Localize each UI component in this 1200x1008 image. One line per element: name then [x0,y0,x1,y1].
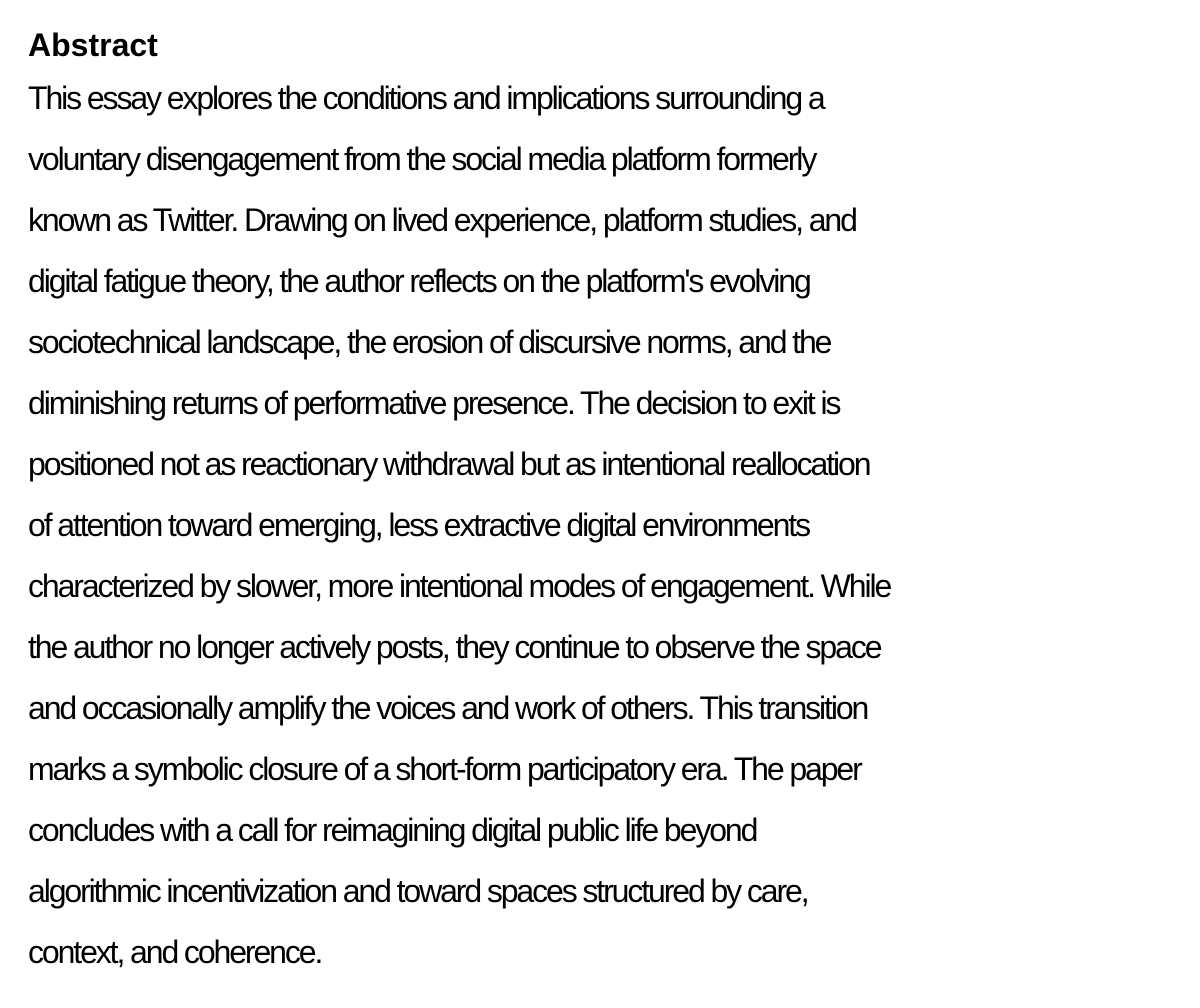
abstract-body [28,68,1172,983]
abstract-line: and occasionally amplify the voices and work of others. This transition [28,690,868,726]
abstract-line: marks a symbolic closure of a short-form participatory era. The paper [28,751,861,787]
abstract-line: This essay explores the conditions and implications surrounding a [28,80,824,116]
abstract-line: algorithmic incentivization and toward spaces structured by care, [28,873,808,909]
abstract-line: digital fatigue theory, the author reflects on the platform's evolving [28,263,810,299]
abstract-heading: Abstract [28,27,158,63]
abstract-line: concludes with a call for reimagining digital public life beyond [28,812,757,848]
abstract-line: sociotechnical landscape, the erosion of discursive norms, and the [28,324,831,360]
abstract-line: positioned not as reactionary withdrawal but as intentional reallocation [28,446,870,482]
abstract-line: context, and coherence. [28,934,322,970]
abstract-line: of attention toward emerging, less extractive digital environments [28,507,809,543]
abstract-line: diminishing returns of performative presence. The decision to exit is [28,385,840,421]
abstract-line: characterized by slower, more intentional modes of engagement. While [28,568,891,604]
abstract-line: voluntary disengagement from the social media platform formerly [28,141,816,177]
abstract-line: the author no longer actively posts, they continue to observe the space [28,629,881,665]
abstract-line: known as Twitter. Drawing on lived experience, platform studies, and [28,202,856,238]
